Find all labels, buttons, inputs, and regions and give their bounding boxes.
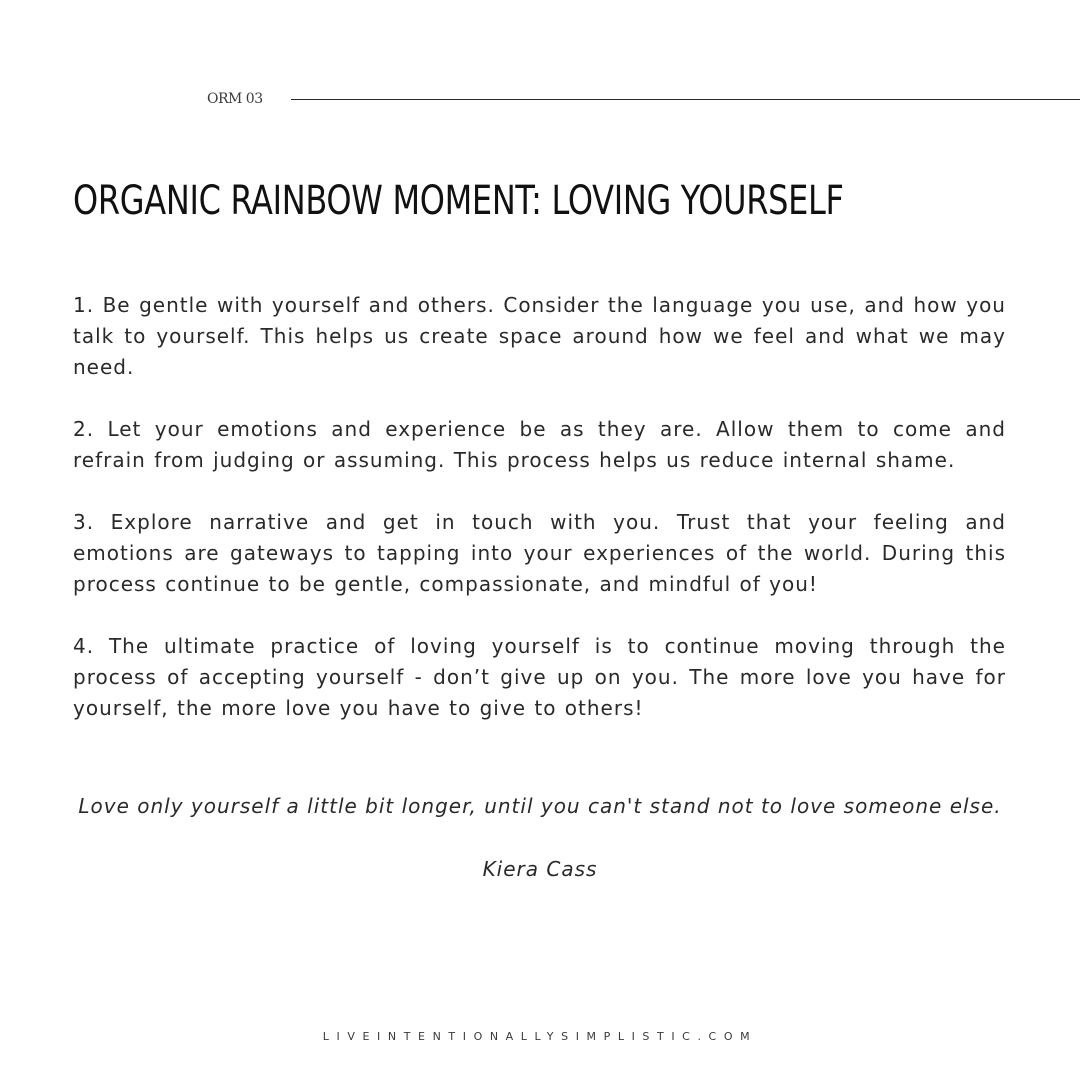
page-title: ORGANIC RAINBOW MOMENT: LOVING YOURSELF <box>73 178 844 224</box>
tip-paragraph-2: 2. Let your emotions and experience be as they are. Allow them to come and refrain from judging or assuming. This process helps us reduce internal shame. <box>73 417 1006 472</box>
quote-author: Kiera Cass <box>482 857 598 881</box>
footer-website: LIVEINTENTIONALLYSIMPLISTIC.COM <box>322 1030 758 1043</box>
header-divider <box>291 99 1080 100</box>
tips-list <box>73 290 1006 724</box>
quote-text: Love only yourself a little bit longer, until you can't stand not to love someone else. <box>78 794 1002 818</box>
tip-paragraph-3: 3. Explore narrative and get in touch with you. Trust that your feeling and emotions are gateways to tapping into your experiences of the world. During this process continue to be gentle, compassionate, and mindful of you! <box>73 510 1006 596</box>
tip-paragraph-1: 1. Be gentle with yourself and others. Consider the language you use, and how you talk to yourself. This helps us create space around how we feel and what we may need. <box>73 293 1006 379</box>
section-label: ORM 03 <box>207 91 263 107</box>
tip-paragraph-4: 4. The ultimate practice of loving yourself is to continue moving through the process of accepting yourself - don’t give up on you. The more love you have for yourself, the more love you have to give to others! <box>73 634 1006 720</box>
